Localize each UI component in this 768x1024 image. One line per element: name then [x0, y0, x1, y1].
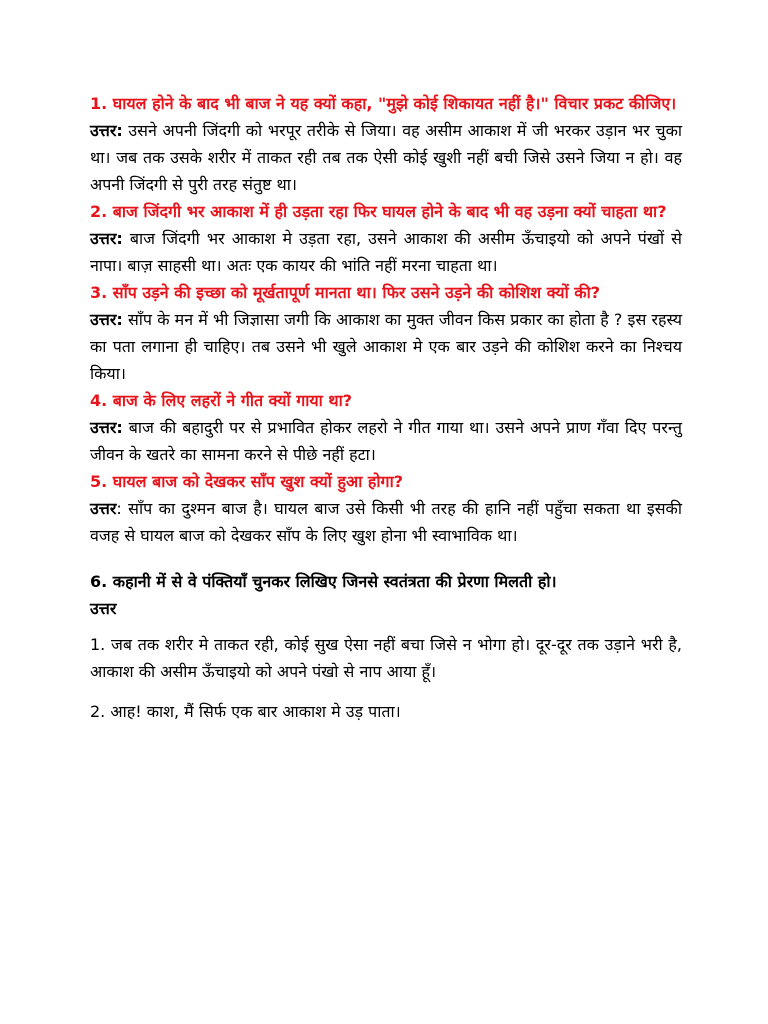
question-1: 1. घायल होने के बाद भी बाज ने यह क्यों कहा, "मुझे कोई शिकायत नहीं है।" विचार प्रकट कीजिए।	[90, 94, 677, 113]
answer-label: उत्तर	[90, 499, 117, 518]
answer-6-item-2: 2. आह! काश, मैं सिर्फ एक बार आकाश मे उड़ पाता।	[90, 702, 401, 721]
question-6: 6. कहानी में से वे पंक्तियाँ चुनकर लिखिए जिनसे स्वतंत्रता की प्रेरणा मिलती हो।	[90, 572, 557, 591]
answer-text: बाज की बहादुरी पर से प्रभावित होकर लहरो ने गीत गाया था। उसने अपने प्राण गँवा दिए परन्तु जीवन के खतरे का सामना करने से पीछे नहीं हटा।	[90, 418, 682, 464]
answer-label: उत्तर:	[90, 418, 123, 437]
answer-3	[90, 306, 682, 387]
answer-6-item-1: 1. जब तक शरीर मे ताकत रही, कोई सुख ऐसा नहीं बचा जिसे न भोगा हो। दूर-दूर तक उड़ाने भरी है, आकाश की असीम ऊँचाइयो को अपने पंखो से नाप आया हूँ।	[90, 635, 682, 681]
question-3: 3. साँप उड़ने की इच्छा को मूर्खतापूर्ण मानता था। फिर उसने उड़ने की कोशिश क्यों की?	[90, 283, 601, 302]
question-2: 2. बाज जिंदगी भर आकाश में ही उड़ता रहा फिर घायल होने के बाद भी वह उड़ना क्यों चाहता था?	[90, 202, 667, 221]
answer-text: साँप के मन में भी जिज्ञासा जगी कि आकाश का मुक्त जीवन किस प्रकार का होता है ? इस रहस्य का पता लगाना ही चाहिए। तब उसने भी खुले आकाश मे एक बार उड़ने की कोशिश करने का निश्चय किया।	[90, 310, 682, 383]
question-4: 4. बाज के लिए लहरों ने गीत क्यों गाया था?	[90, 391, 353, 410]
answer-label: उत्तर:	[90, 121, 123, 140]
document-page	[90, 90, 682, 725]
answer-text: बाज जिंदगी भर आकाश मे उड़ता रहा, उसने आकाश की असीम ऊँचाइयो को अपने पंखों से नापा। बाज़ साहसी था। अतः एक कायर की भांति नहीं मरना चाहता था।	[90, 229, 682, 275]
answer-5	[90, 495, 682, 549]
answer-text: उसने अपनी जिंदगी को भरपूर तरीके से जिया। वह असीम आकाश में जी भरकर उड़ान भर चुका था। जब तक उसके शरीर में ताकत रही तब तक ऐसी कोई खुशी नहीं बची जिसे उसने जिया न हो। वह अपनी जिंदगी से पुरी तरह संतुष्ट था।	[90, 121, 682, 194]
answer-4	[90, 414, 682, 468]
answer-label: उत्तर:	[90, 229, 123, 248]
answer-label: उत्तर:	[90, 310, 123, 329]
answer-6-label: उत्तर	[90, 599, 117, 618]
answer-1	[90, 117, 682, 198]
answer-text: : साँप का दुश्मन बाज है। घायल बाज उसे किसी भी तरह की हानि नहीं पहुँचा सकता था इसकी वजह से घायल बाज को देखकर साँप के लिए खुश होना भी स्वाभाविक था।	[90, 499, 682, 545]
answer-2	[90, 225, 682, 279]
question-5: 5. घायल बाज को देखकर साँप खुश क्यों हुआ होगा?	[90, 472, 403, 491]
